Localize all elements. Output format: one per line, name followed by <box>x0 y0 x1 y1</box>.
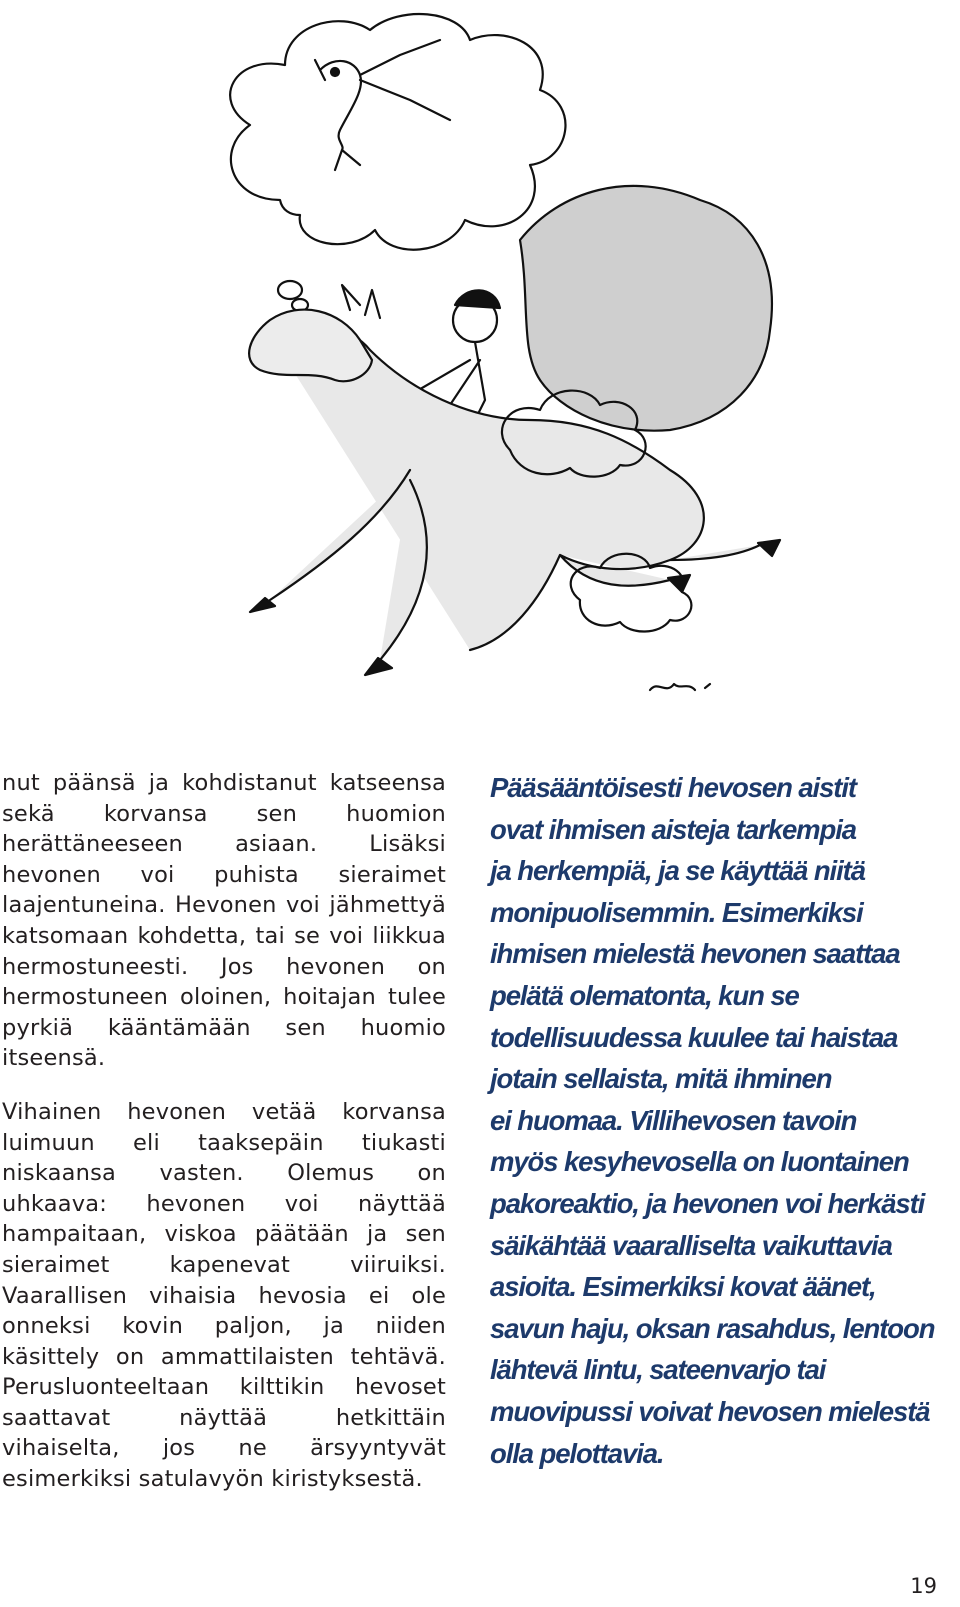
highlight-line: Pääsääntöisesti hevosen aistit <box>490 772 856 803</box>
highlight-line: muovipussi voivat hevosen mielestä <box>490 1395 930 1427</box>
highlight-line: myös kesyhevosella on luontainen <box>490 1146 909 1178</box>
highlight-line: säikähtää vaaralliselta vaikuttavia <box>490 1229 892 1261</box>
left-column <box>2 768 446 1518</box>
highlight-column <box>490 767 940 1474</box>
horse-head <box>249 310 372 382</box>
highlight-line: savun haju, oksan rasahdus, lentoon <box>490 1312 935 1344</box>
thought-cloud <box>230 14 565 250</box>
highlight-line: lähtevä lintu, sateenvarjo tai <box>490 1354 826 1386</box>
highlight-line: ihmisen mielestä hevonen saattaa <box>490 938 900 970</box>
highlight-line: ei huomaa. Villihevosen tavoin <box>490 1104 857 1136</box>
highlight-line: ja herkempiä, ja se käyttää niitä <box>490 855 865 887</box>
highlight-line: ovat ihmisen aisteja tarkempia <box>490 813 856 845</box>
highlight-line: pakoreaktio, ja hevonen voi herkästi <box>490 1187 925 1219</box>
paragraph-2: Vihainen hevonen vetää korvansa luimuun eli taaksepäin tiukasti niskaansa vasten. Olemus on uhkaava: hevonen voi näyttää hampaitaan, viskoa päätään ja sen sieraimet kapenevat viiruiksi. Vaarallisen vihaisia hevosia ei ole onneksi kovin paljon, ja niiden käsittely on ammattilaisten tehtävä. Perusluonteeltaan kilttikin hevoset saattavat näyttää hetkittäin vihaiselta, jos ne ärsyyntyvät esimerkiksi satulavyön kiristyksestä. <box>2 1098 446 1493</box>
highlight-line: todellisuudessa kuulee tai haistaa <box>490 1021 898 1053</box>
highlight-line: pelätä olematonta, kun se <box>490 979 799 1011</box>
highlight-line: olla pelottavia. <box>490 1437 664 1469</box>
signature <box>650 684 710 690</box>
horse-rider-illustration <box>110 0 930 740</box>
highlight-line: monipuolisemmin. Esimerkiksi <box>490 896 863 928</box>
paragraph-1: nut päänsä ja kohdistanut katseensa sekä korvansa sen huomion herättäneeseen asiaan. Lisäksi hevonen voi puhista sieraimet laajentuneina. Hevonen voi jähmettyä katsomaan kohdetta, tai se voi liikkua hermostuneesti. Jos hevonen on hermostuneen oloinen, hoitajan tulee pyrkiä kääntämään sen huomio itseensä. <box>2 770 446 1072</box>
highlight-line: asioita. Esimerkiksi kovat äänet, <box>490 1271 876 1303</box>
page-number: 19 <box>910 1574 937 1598</box>
bird-icon <box>315 40 450 170</box>
highlight-line: jotain sellaista, mitä ihminen <box>490 1063 832 1095</box>
